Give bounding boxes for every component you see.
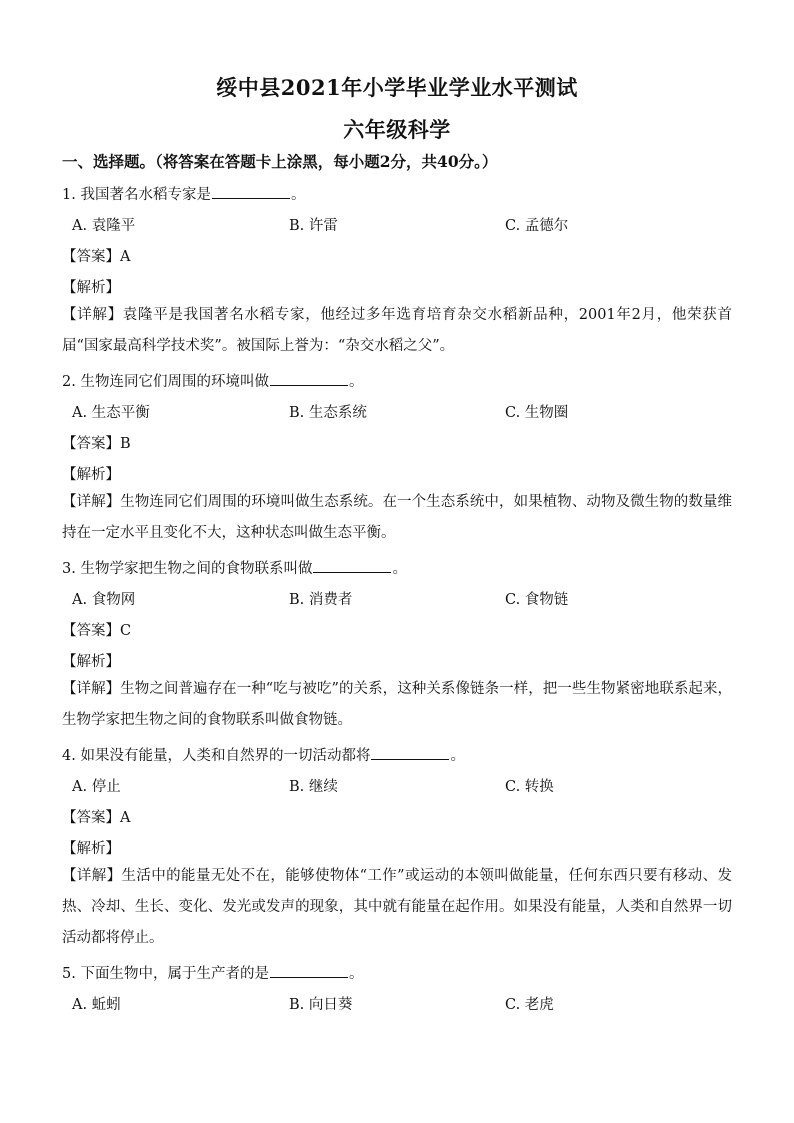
answer-blank [371,745,449,760]
question-stem [62,370,363,391]
answer-blank [270,371,348,386]
option-b: B. 向日葵 [289,997,353,1013]
stem-end: 。 [348,966,364,982]
option-c: C. 老虎 [505,997,554,1013]
question-stem [62,962,363,983]
answer-line: 【答案】B [62,436,131,452]
question-stem [62,557,407,578]
option-a: A. 袁隆平 [72,218,136,234]
answer-blank [313,558,391,573]
answer-line: 【答案】A [62,810,131,826]
stem-text: 4. 如果没有能量，人类和自然界的一切活动都将 [62,748,371,764]
detail-paragraph: 【详解】生物连同它们周围的环境叫做生态系统。在一个生态系统中，如果植物、动物及微生物的数量维持在一定水平且变化不大，这种状态叫做生态平衡。 [62,494,732,541]
stem-end: 。 [290,187,306,203]
stem-end: 。 [450,748,465,764]
stem-end: 。 [392,561,407,577]
option-b: B. 消费者 [289,592,353,608]
analysis-label: 【解析】 [62,841,120,857]
page-subtitle: 六年级科学 [343,117,451,142]
option-a: A. 生态平衡 [72,405,150,421]
analysis-label: 【解析】 [62,280,120,296]
option-b: B. 继续 [289,779,338,795]
stem-text: 3. 生物学家把生物之间的食物联系叫做 [62,561,313,577]
question-stem [62,744,465,765]
option-a: A. 停止 [72,779,121,795]
analysis-label: 【解析】 [62,467,120,483]
stem-text: 2. 生物连同它们周围的环境叫做 [62,374,269,390]
option-b: B. 许雷 [289,218,338,234]
detail-paragraph: 【详解】生物之间普遍存在一种“吃与被吃”的关系，这种关系像链条一样，把一些生物紧密地联系起来，生物学家把生物之间的食物联系叫做食物链。 [62,681,732,728]
stem-text: 5. 下面生物中，属于生产者的是 [62,966,269,982]
question-stem [62,183,305,204]
detail-paragraph: 【详解】袁隆平是我国著名水稻专家，他经过多年选育培育杂交水稻新品种，2001年2月，他荣获首届“国家最高科学技术奖”。被国际上誉为：“杂交水稻之父”。 [62,307,732,354]
option-c: C. 转换 [505,779,554,795]
stem-end: 。 [348,374,364,390]
option-c: C. 生物圈 [505,405,569,421]
answer-blank [212,184,290,199]
section-heading: 一、选择题。（将答案在答题卡上涂黑，每小题2分，共40分。） [62,152,498,171]
answer-line: 【答案】A [62,249,131,265]
detail-paragraph: 【详解】生活中的能量无处不在，能够使物体“工作”或运动的本领叫做能量，任何东西只要有移动、发热、冷却、生长、变化、发光或发声的现象，其中就有能量在起作用。如果没有能量，人类和自然界一切活动都将停止。 [62,868,732,946]
option-c: C. 食物链 [505,592,569,608]
answer-line: 【答案】C [62,623,132,639]
analysis-label: 【解析】 [62,654,120,670]
stem-text: 1. 我国著名水稻专家是 [62,187,211,203]
option-b: B. 生态系统 [289,405,367,421]
option-a: A. 蚯蚓 [72,997,121,1013]
answer-blank [270,963,348,978]
option-a: A. 食物网 [72,592,136,608]
page-title: 绥中县2021年小学毕业学业水平测试 [216,75,578,100]
option-c: C. 孟德尔 [505,218,569,234]
